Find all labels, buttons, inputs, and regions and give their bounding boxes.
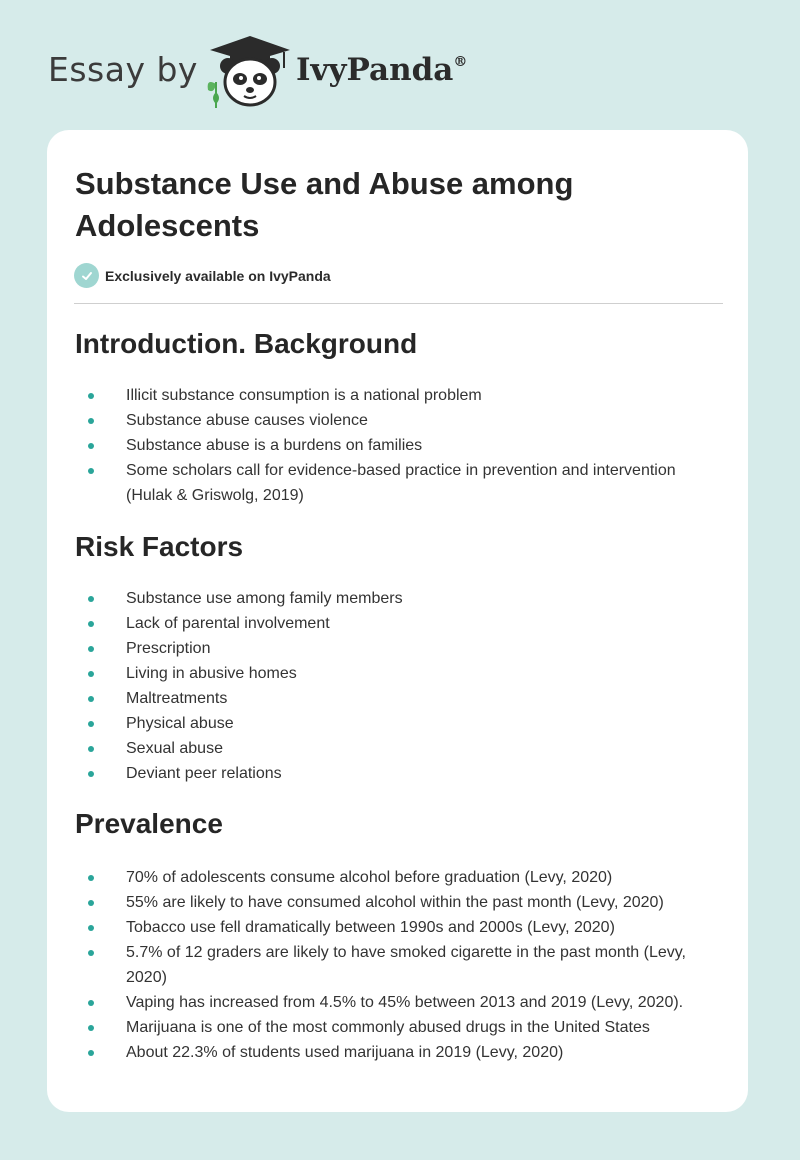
list-item: Prescription bbox=[75, 636, 715, 661]
list-item: Physical abuse bbox=[75, 711, 715, 736]
bullet-icon bbox=[88, 875, 94, 881]
exclusive-badge bbox=[74, 263, 331, 288]
list-item: Sexual abuse bbox=[75, 736, 715, 761]
bullet-icon bbox=[88, 1000, 94, 1006]
brand-text: IvyPanda bbox=[296, 52, 454, 88]
bullet-list bbox=[75, 586, 715, 786]
list-item: Maltreatments bbox=[75, 686, 715, 711]
list-item: About 22.3% of students used marijuana in 2019 (Levy, 2020) bbox=[75, 1040, 715, 1065]
bullet-list bbox=[75, 865, 715, 1065]
list-item: Marijuana is one of the most commonly abused drugs in the United States bbox=[75, 1015, 715, 1040]
list-item: Lack of parental involvement bbox=[75, 611, 715, 636]
section-introduction bbox=[75, 328, 715, 504]
bullet-icon bbox=[88, 1050, 94, 1056]
bullet-icon bbox=[88, 746, 94, 752]
bullet-icon bbox=[88, 393, 94, 399]
list-item: 70% of adolescents consume alcohol before graduation (Levy, 2020) bbox=[75, 865, 715, 890]
bullet-icon bbox=[88, 900, 94, 906]
list-item: Some scholars call for evidence-based practice in prevention and intervention (Hulak & Griswolg, 2019) bbox=[75, 458, 715, 508]
list-item: Substance abuse causes violence bbox=[75, 408, 715, 433]
list-item: Substance abuse is a burdens on families bbox=[75, 433, 715, 458]
list-item: Vaping has increased from 4.5% to 45% between 2013 and 2019 (Levy, 2020). bbox=[75, 990, 715, 1015]
section-prevalence bbox=[75, 808, 715, 1061]
brand-name[interactable] bbox=[296, 52, 467, 88]
bullet-list bbox=[75, 383, 715, 508]
bullet-icon bbox=[88, 696, 94, 702]
document-card bbox=[47, 130, 748, 1112]
section-heading: Risk Factors bbox=[75, 531, 244, 562]
list-item: Substance use among family members bbox=[75, 586, 715, 611]
divider bbox=[74, 303, 723, 304]
bullet-icon bbox=[88, 1025, 94, 1031]
list-item: Living in abusive homes bbox=[75, 661, 715, 686]
essay-by-text: Essay by bbox=[48, 50, 198, 89]
section-heading: Introduction. Background bbox=[75, 328, 418, 359]
list-item: Illicit substance consumption is a national problem bbox=[75, 383, 715, 408]
list-item: Tobacco use fell dramatically between 1990s and 2000s (Levy, 2020) bbox=[75, 915, 715, 940]
section-heading: Prevalence bbox=[75, 808, 223, 839]
header bbox=[0, 0, 800, 130]
bullet-icon bbox=[88, 468, 94, 474]
registered-mark: ® bbox=[453, 54, 468, 70]
bullet-icon bbox=[88, 621, 94, 627]
bullet-icon bbox=[88, 950, 94, 956]
checkmark-icon bbox=[74, 263, 99, 288]
bullet-icon bbox=[88, 671, 94, 677]
bullet-icon bbox=[88, 925, 94, 931]
badge-text: Exclusively available on IvyPanda bbox=[105, 267, 331, 284]
list-item: 55% are likely to have consumed alcohol within the past month (Levy, 2020) bbox=[75, 890, 715, 915]
bullet-icon bbox=[88, 771, 94, 777]
bullet-icon bbox=[88, 418, 94, 424]
bullet-icon bbox=[88, 646, 94, 652]
document-title: Substance Use and Abuse among Adolescents bbox=[75, 166, 574, 243]
list-item: 5.7% of 12 graders are likely to have smoked cigarette in the past month (Levy, 2020) bbox=[75, 940, 715, 990]
section-risk-factors bbox=[75, 531, 715, 782]
bullet-icon bbox=[88, 596, 94, 602]
bullet-icon bbox=[88, 443, 94, 449]
list-item: Deviant peer relations bbox=[75, 761, 715, 786]
panda-logo-icon[interactable] bbox=[200, 32, 300, 112]
bullet-icon bbox=[88, 721, 94, 727]
